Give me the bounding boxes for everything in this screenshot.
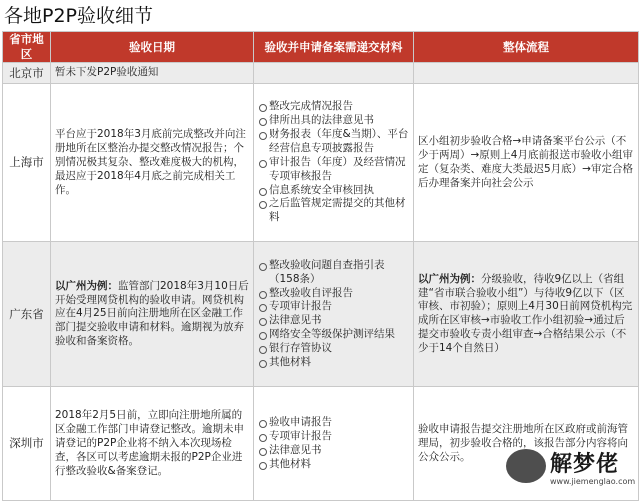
materials-list — [258, 416, 409, 471]
flow-cell: 验收申请报告提交注册地所在区政府或前海管理局，初步验收合格的，该报告部分内容将向公众公示。 — [414, 387, 639, 501]
header-flow: 整体流程 — [414, 32, 639, 63]
material-item: 律所出具的法律意见书 — [258, 114, 409, 128]
table-header-row — [3, 32, 639, 63]
header-materials: 验收并申请备案需递交材料 — [254, 32, 414, 63]
region-cell: 广东省 — [3, 242, 51, 387]
p2p-acceptance-table — [2, 31, 639, 501]
table-row-beijing — [3, 63, 639, 84]
region-cell: 北京市 — [3, 63, 51, 84]
watermark-text: 解梦佬 — [550, 452, 620, 477]
flow-cell — [414, 242, 639, 387]
table-row-guangdong — [3, 242, 639, 387]
material-item: 审计报告（年度）及经营情况专项审核报告 — [258, 156, 409, 184]
materials-cell — [254, 387, 414, 501]
region-cell: 深圳市 — [3, 387, 51, 501]
material-item: 信息系统安全审核回执 — [258, 184, 409, 198]
flow-cell — [414, 63, 639, 84]
date-cell: 2018年2月5日前，立即向注册地所属的区金融工作部门申请登记整改。逾期未申请登记的P2P企业将不纳入本次现场检查，各区可以考虑逾期未报的P2P企业进行整改验收&备案登记。 — [51, 387, 254, 501]
materials-cell — [254, 242, 414, 387]
materials-list — [258, 259, 409, 370]
material-item: 银行存管协议 — [258, 342, 409, 356]
region-cell: 上海市 — [3, 84, 51, 242]
date-cell — [51, 242, 254, 387]
material-item: 专项审计报告 — [258, 300, 409, 314]
material-item: 其他材料 — [258, 458, 409, 472]
flow-cell: 区小组初步验收合格→申请备案平台公示（不少于两周）→原则上4月底前报送市验收小组审定（复杂类、难度大类最迟5月底）→审定合格后办理备案并向社会公示 — [414, 84, 639, 242]
material-item: 专项审计报告 — [258, 430, 409, 444]
material-item: 法律意见书 — [258, 444, 409, 458]
page-title: 各地P2P验收细节 — [4, 5, 154, 27]
date-example-prefix: 以广州为例： — [55, 279, 118, 292]
site-watermark — [506, 447, 636, 491]
flow-example-prefix: 以广州为例： — [418, 272, 481, 285]
material-item: 整改验收问题自查指引表（158条） — [258, 259, 409, 287]
material-item: 之后监管规定需提交的其他材料 — [258, 197, 409, 225]
material-item: 财务报表（年度&当期）、平台经营信息专项披露报告 — [258, 128, 409, 156]
material-item: 整改验收自评报告 — [258, 287, 409, 301]
watermark-logo-icon — [506, 449, 546, 483]
material-item: 整改完成情况报告 — [258, 100, 409, 114]
materials-cell — [254, 63, 414, 84]
materials-list — [258, 100, 409, 225]
date-cell: 暂未下发P2P验收通知 — [51, 63, 254, 84]
header-region: 省市地区 — [3, 32, 51, 63]
watermark-url: www.jiemenglao.com — [550, 477, 636, 486]
date-text: 监管部门2018年3月10日后开始受理网贷机构的验收申请。网贷机构应在4月25日前向注册地所在区金融工作部门提交验收申请和材料。逾期视为放弃验收和备案资格。 — [55, 279, 249, 348]
materials-cell — [254, 84, 414, 242]
material-item: 验收申请报告 — [258, 416, 409, 430]
material-item: 法律意见书 — [258, 314, 409, 328]
date-cell: 平台应于2018年3月底前完成整改并向注册地所在区整治办提交整改情况报告；个别情况极其复杂、整改难度极大的机构，最迟应于2018年4月底之前完成相关工作。 — [51, 84, 254, 242]
header-date: 验收日期 — [51, 32, 254, 63]
flow-text: 分级验收，待收9亿以上（省组建“省市联合验收小组”）与待收9亿以下（区审核、市初验）；原则上4月30日前网贷机构完成所在区审核→市验收工作小组初验→通过后提交市验收专责小组审查→合格结果公示（不少于14个自然日） — [418, 272, 633, 355]
table-row-shanghai — [3, 84, 639, 242]
material-item: 其他材料 — [258, 356, 409, 370]
material-item: 网络安全等级保护测评结果 — [258, 328, 409, 342]
